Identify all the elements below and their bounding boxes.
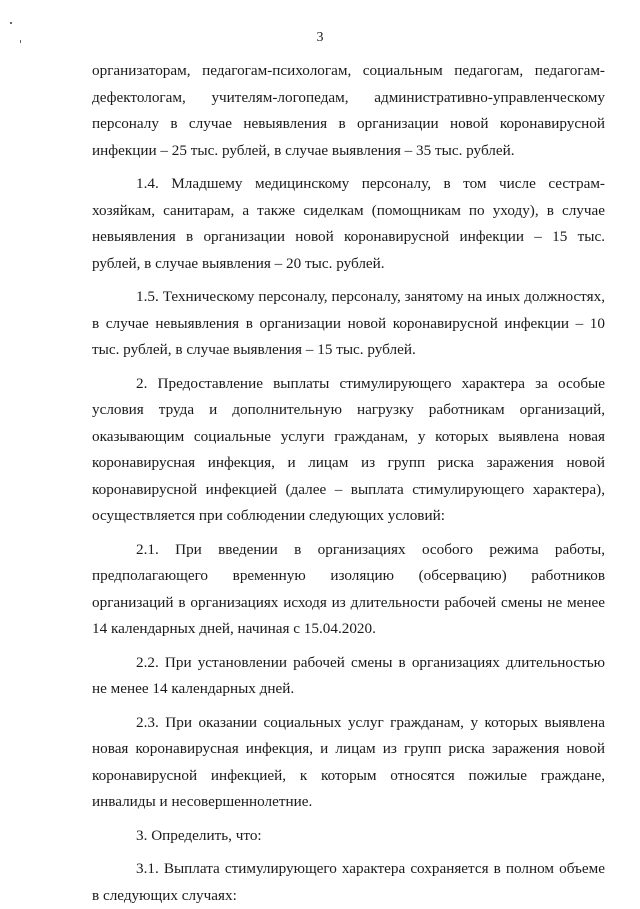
paragraph-3: 3. Определить, что:: [136, 826, 262, 844]
scan-speck: [10, 22, 12, 24]
paragraph-3-1: 3.1. Выплата стимулирующего характера сохраняется в полном объеме в следующих случаях:: [92, 860, 605, 904]
paragraph-continuation: организаторам, педагогам-психологам, социальным педагогам, педагогам-дефектологам, учителям-логопедам, административно-управленческому персоналу в случае невыявления в организации новой коронавирусной инфекции – 25 тыс. рублей, в случае выявления – 35 тыс. рублей.: [92, 62, 605, 159]
paragraph-1-4: 1.4. Младшему медицинскому персоналу, в том числе сестрам-хозяйкам, санитарам, а также сиделкам (помощникам по уходу), в случае невыявления в организации новой коронавирусной инфекции – 15 тыс. рублей, в случае выявления – 20 тыс. рублей.: [92, 175, 605, 272]
paragraph-2: 2. Предоставление выплаты стимулирующего характера за особые условия труда и дополнительную нагрузку работникам организаций, оказывающим социальные услуги гражданам, у которых выявлена новая коронавирусная инфекция, и лицам из групп риска заражения новой коронавирусной инфекцией (далее – выплата стимулирующего характера), осуществляется при соблюдении следующих условий:: [92, 374, 605, 524]
page-number: 3: [316, 30, 324, 45]
paragraph-2-2: 2.2. При установлении рабочей смены в организациях длительностью не менее 14 календарных дней.: [92, 653, 605, 697]
paragraph-1-5: 1.5. Техническому персоналу, персоналу, занятому на иных должностях, в случае невыявления в организации новой коронавирусной инфекции – 10 тыс. рублей, в случае выявления – 15 тыс. рублей.: [92, 288, 605, 358]
document-body: [92, 58, 605, 909]
paragraph-2-1: 2.1. При введении в организациях особого режима работы, предполагающего временную изоляцию (обсервацию) работников организаций в организациях исходя из длительности рабочей смены не менее 14 календарных дней, начиная с 15.04.2020.: [92, 540, 605, 637]
paragraph-2-3: 2.3. При оказании социальных услуг гражданам, у которых выявлена новая коронавирусная инфекция, и лицам из групп риска заражения новой коронавирусной инфекцией, к которым относятся пожилые граждане, инвалиды и несовершеннолетние.: [92, 713, 605, 810]
